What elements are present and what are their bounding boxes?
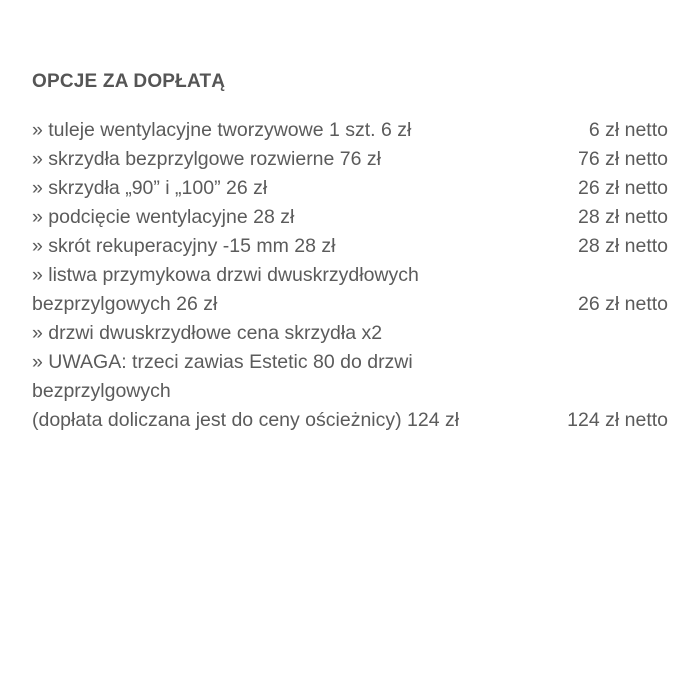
- option-label: (dopłata doliczana jest do ceny ościeżnicy) 124 zł: [32, 409, 460, 431]
- option-price: 26 zł netto: [578, 293, 668, 315]
- option-price: [542, 377, 668, 406]
- option-price: [542, 261, 668, 290]
- options-panel: [32, 70, 668, 435]
- option-label: bezprzylgowych 26 zł: [32, 293, 218, 315]
- option-row: [32, 174, 668, 203]
- option-row: [32, 145, 668, 174]
- option-label: » skrzydła „90” i „100” 26 zł: [32, 177, 268, 199]
- option-row: [32, 290, 668, 319]
- option-price: [542, 348, 668, 377]
- option-label: » podcięcie wentylacyjne 28 zł: [32, 206, 295, 228]
- option-price: 26 zł netto: [578, 177, 668, 199]
- section-title: OPCJE ZA DOPŁATĄ: [32, 71, 226, 92]
- option-row: [32, 261, 668, 290]
- option-label: » listwa przymykowa drzwi dwuskrzydłowych: [32, 264, 419, 286]
- option-label: » tuleje wentylacyjne tworzywowe 1 szt. 6 zł: [32, 119, 412, 141]
- option-price: 6 zł netto: [588, 119, 668, 141]
- option-price: [542, 319, 668, 348]
- option-row: [32, 116, 668, 145]
- option-label: » drzwi dwuskrzydłowe cena skrzydła x2: [32, 322, 383, 344]
- option-row: [32, 232, 668, 261]
- option-price: 76 zł netto: [578, 148, 668, 170]
- option-label: » skrzydła bezprzylgowe rozwierne 76 zł: [32, 148, 381, 170]
- options-table: [32, 116, 668, 435]
- option-label: » UWAGA: trzeci zawias Estetic 80 do drzwi: [32, 351, 413, 373]
- option-label: bezprzylgowych: [32, 380, 171, 402]
- option-price: 124 zł netto: [567, 409, 668, 431]
- option-label: » skrót rekuperacyjny -15 mm 28 zł: [32, 235, 336, 257]
- option-price: 28 zł netto: [578, 206, 668, 228]
- option-row: [32, 348, 668, 377]
- option-row: [32, 377, 668, 406]
- option-row: [32, 406, 668, 435]
- option-price: 28 zł netto: [578, 235, 668, 257]
- option-row: [32, 203, 668, 232]
- option-row: [32, 319, 668, 348]
